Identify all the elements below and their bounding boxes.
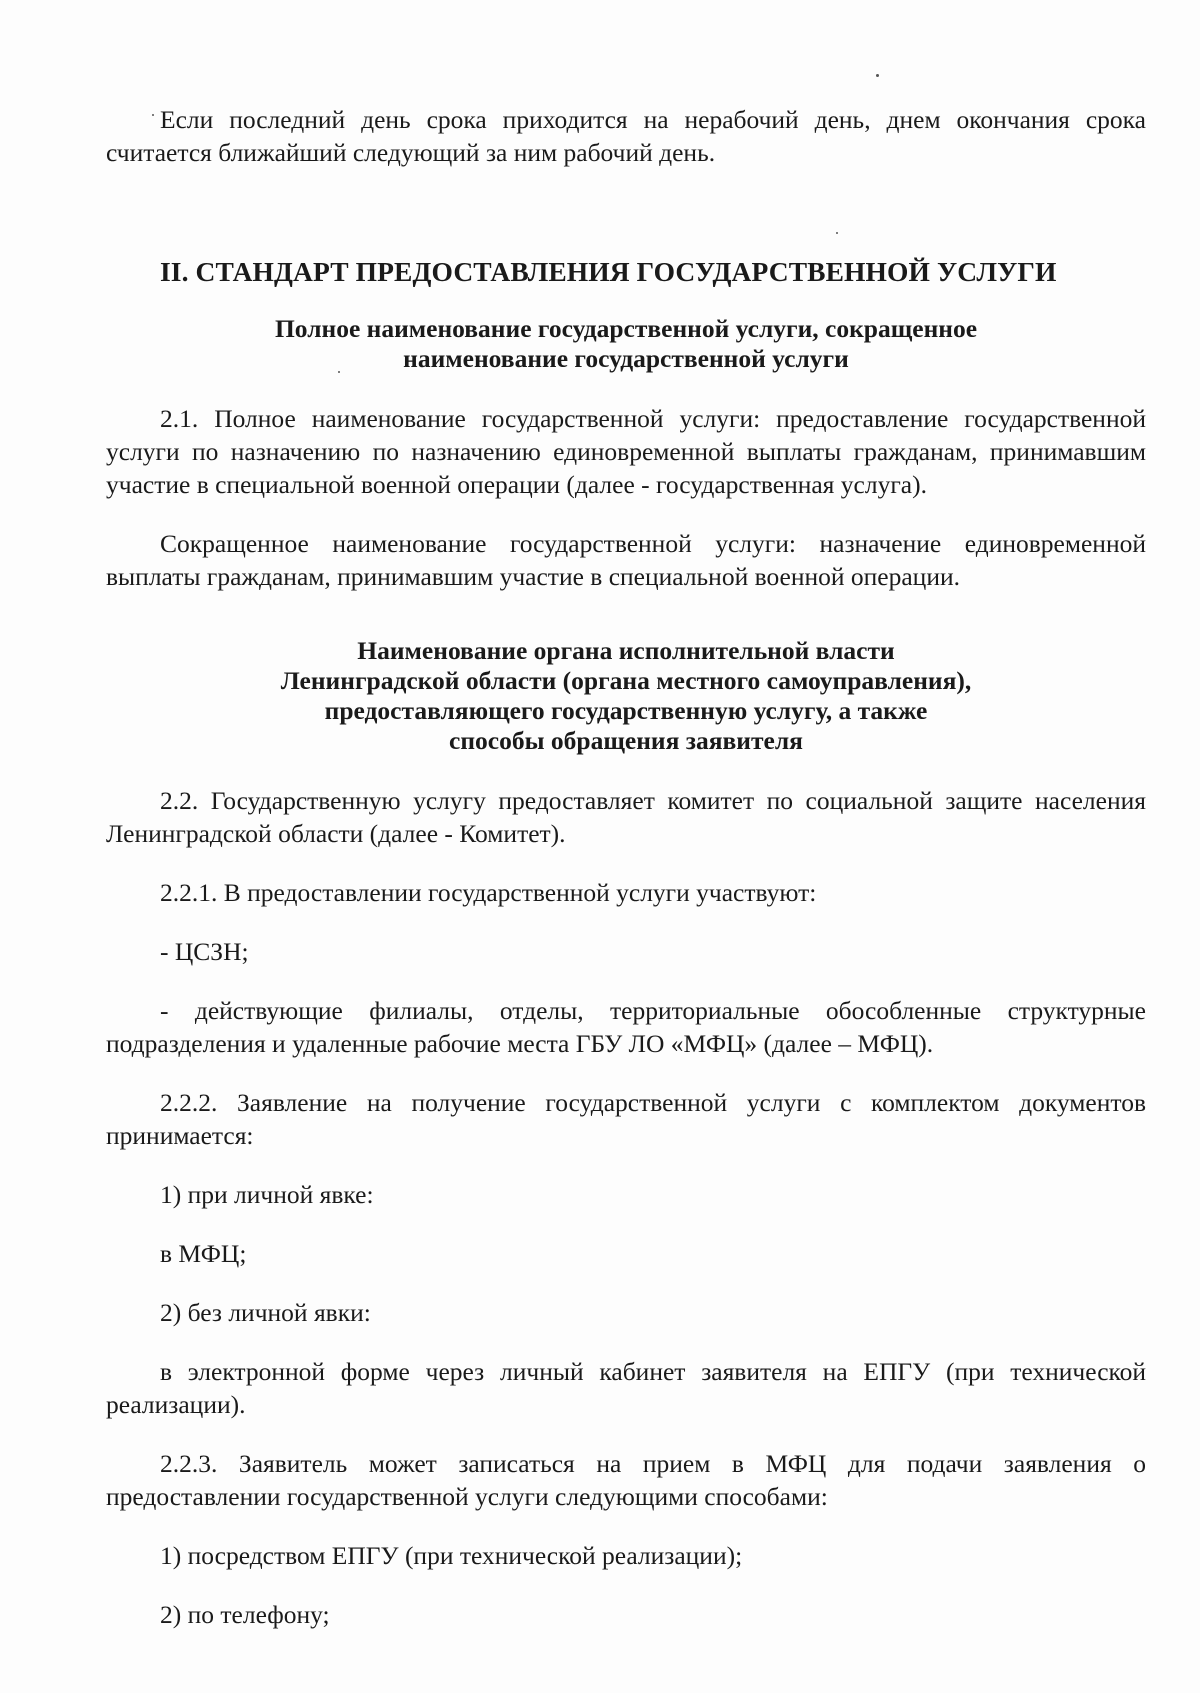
paragraph-2-2-2: 2.2.2. Заявление на получение государственной услуги с комплектом документов принимается: <box>106 1088 1146 1150</box>
paragraph-branches: - действующие филиалы, отделы, территориальные обособленные структурные подразделения и удаленные рабочие места ГБУ ЛО «МФЦ» (далее – МФЦ). <box>106 996 1146 1058</box>
heading-service-name <box>106 314 1146 374</box>
paragraph-mfc: в МФЦ; <box>160 1239 247 1268</box>
paragraph-2-2-1: 2.2.1. В предоставлении государственной услуги участвуют: <box>160 878 817 907</box>
heading-authority <box>106 636 1146 756</box>
scan-speck <box>152 114 154 116</box>
paragraph-electronic: в электронной форме через личный кабинет заявителя на ЕПГУ (при технической реализации). <box>106 1357 1146 1419</box>
heading-line: Полное наименование государственной услуги, сокращенное <box>274 314 978 343</box>
scan-speck <box>836 232 838 234</box>
heading-line: Ленинградской области (органа местного самоуправления), <box>280 666 972 695</box>
heading-line: наименование государственной услуги <box>403 344 849 373</box>
paragraph-deadline: Если последний день срока приходится на нерабочий день, днем окончания срока считается ближайший следующий за ним рабочий день. <box>106 105 1146 167</box>
section-title: II. СТАНДАРТ ПРЕДОСТАВЛЕНИЯ ГОСУДАРСТВЕННОЙ УСЛУГИ <box>160 256 1057 287</box>
heading-line: предоставляющего государственную услугу, а также <box>324 696 928 725</box>
paragraph-remote: 2) без личной явки: <box>160 1298 371 1327</box>
document-body <box>106 103 1146 1631</box>
paragraph-2-2: 2.2. Государственную услугу предоставляет комитет по социальной защите населения Ленинградской области (далее - Комитет). <box>106 786 1146 848</box>
paragraph-phone: 2) по телефону; <box>160 1600 330 1629</box>
paragraph-cszn: - ЦСЗН; <box>160 937 249 966</box>
paragraph-2-2-3: 2.2.3. Заявитель может записаться на прием в МФЦ для подачи заявления о предоставлении государственной услуги следующими способами: <box>106 1449 1146 1511</box>
paragraph-in-person: 1) при личной явке: <box>160 1180 374 1209</box>
paragraph-short-name: Сокращенное наименование государственной услуги: назначение единовременной выплаты гражданам, принимавшим участие в специальной военной операции. <box>106 529 1146 591</box>
scan-speck <box>338 371 340 373</box>
scan-speck <box>876 74 879 77</box>
paragraph-2-1: 2.1. Полное наименование государственной услуги: предоставление государственной услуги по назначению по назначению единовременной выплаты гражданам, принимавшим участие в специальной военной операции (далее - государственная услуга). <box>106 404 1146 499</box>
paragraph-epgu: 1) посредством ЕПГУ (при технической реализации); <box>160 1541 743 1570</box>
heading-line: Наименование органа исполнительной власти <box>357 636 895 665</box>
heading-line: способы обращения заявителя <box>449 726 803 755</box>
